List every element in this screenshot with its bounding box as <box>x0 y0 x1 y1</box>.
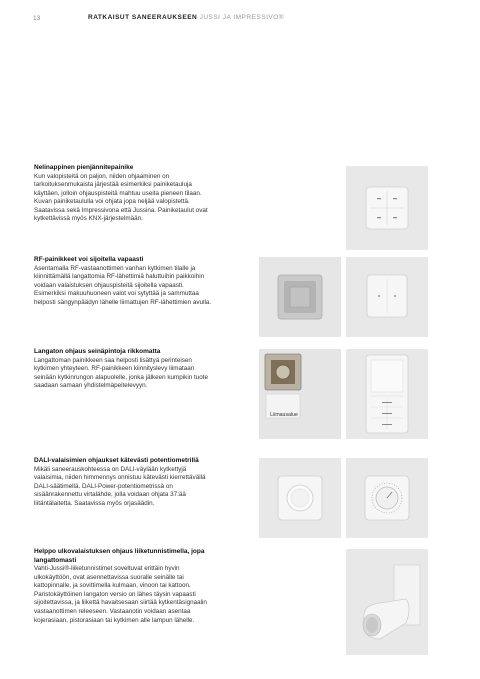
switch-mounting-icon <box>259 349 341 439</box>
header-title-light: JUSSI JA IMPRESSIVO® <box>199 14 285 21</box>
four-button-switch-icon <box>346 166 428 250</box>
combination-plate-icon <box>346 349 428 439</box>
photo-dali-dimmer-white <box>259 458 341 538</box>
rotary-dimmer-icon <box>259 458 341 538</box>
rf-receiver-icon <box>259 257 341 337</box>
photo-four-button-panel <box>346 166 428 250</box>
section-title: Nelinappinen pienjännitepainike <box>34 164 134 171</box>
photo-combination-plate <box>346 349 428 439</box>
section-title: RF-painikkeet voi sijoitella vapaasti <box>34 256 144 263</box>
section-dali-dimmer <box>34 457 214 508</box>
photo-label: Liimausalue <box>270 412 298 418</box>
section-body: Mikäli saneerauskohteessa on DALI-väylään kytkettyjä valaisimia, niiden himmennys onnistuu kätevästi kierrettävällä DALI-säätimellä. DALI-Power-potentiometrissä on sisäänrakennettu virtalähde, jolla voidaan ohjata 37:ää liitäntälaitetta. Saatavissa myös orjasäädin. <box>34 465 206 507</box>
page-header <box>88 14 284 21</box>
section-title: Helppo ulkovalaistuksen ohjaus liiketunnistimella, jopa langattomasti <box>34 548 205 564</box>
photo-rf-receiver <box>259 257 341 337</box>
section-body: Langattoman painikkeen saa helposti lisättyä perinteisen kytkimen yhteyteen. RF-painikkeen kiinnityslevy liimataan seinään kytkinrungon alapuolelle, jonka jälkeen kumpikin tuote saadaan samaan yhdistelmäpeitelevyyn. <box>34 356 208 390</box>
section-motion-sensor <box>34 548 214 625</box>
section-title: Langaton ohjaus seinäpintoja rikkomatta <box>34 348 161 355</box>
motion-sensor-icon <box>346 549 428 655</box>
section-four-button-panel <box>34 164 214 224</box>
section-rf-buttons <box>34 256 214 307</box>
photo-rf-transmitter <box>346 257 428 337</box>
photo-switch-mounting <box>259 349 341 439</box>
header-title-bold: RATKAISUT SANEERAUKSEEN <box>88 14 198 21</box>
photo-dali-dimmer-scale <box>346 458 428 538</box>
section-body: Kun valopisteitä on paljon, niiden ohjaaminen on tarkoituksenmukaista järjestää esimerkiksi painiketauluja käyttäen, jolloin ohjauspisteitä mahtuu useita pieneen tilaan. Kuvan painiketaululla voi ohjata jopa neljää valopistettä. Saatavissa sekä Impressivona että Jussina. Painiketaulut ovat kytkettävissä myös KNX-järjestelmään. <box>34 172 208 223</box>
section-body: Vahti-Jussi®-liiketunnistimet soveltuvat erittäin hyvin ulkokäyttöön, ovat asennettavissa suoralle seinälle tai kattopinnalle, ja sovittimella kulmaan, vinoon tai kattoon. Paristokäyttöinen langaton versio on lähes täysin vapaasti sijoitettavissa, ja liikettä havaitsesaan siirtää kytkentäsignaalin vastaanottimen releeseen. Vastaanotin voidaan asentaa kojerasiaan, pistorasiaan tai kytkimen alle lampun lähelle. <box>34 565 207 624</box>
rf-transmitter-icon <box>346 257 428 337</box>
section-wireless-control <box>34 348 214 391</box>
rotary-dimmer-scale-icon <box>346 458 428 538</box>
section-body: Asentamalla RF-vastaanottimen vanhan kytkimen tilalle ja kiinnittämällä langattomia RF-lähettimiä haluttuihin paikkoihin voidaan valaistuksen ohjauspisteitä sijoitella vapaasti. Esimerkiksi makuuhuoneen valot voi sytyttää ja sammuttaa helposti sängynpäädyn lähelle liimattujen RF-lähettimien avulla. <box>34 264 212 306</box>
page-number: 13 <box>33 15 41 22</box>
section-title: DALI-valaisimien ohjaukset kätevästi potentiometrillä <box>34 457 199 464</box>
photo-motion-sensor <box>346 549 428 655</box>
